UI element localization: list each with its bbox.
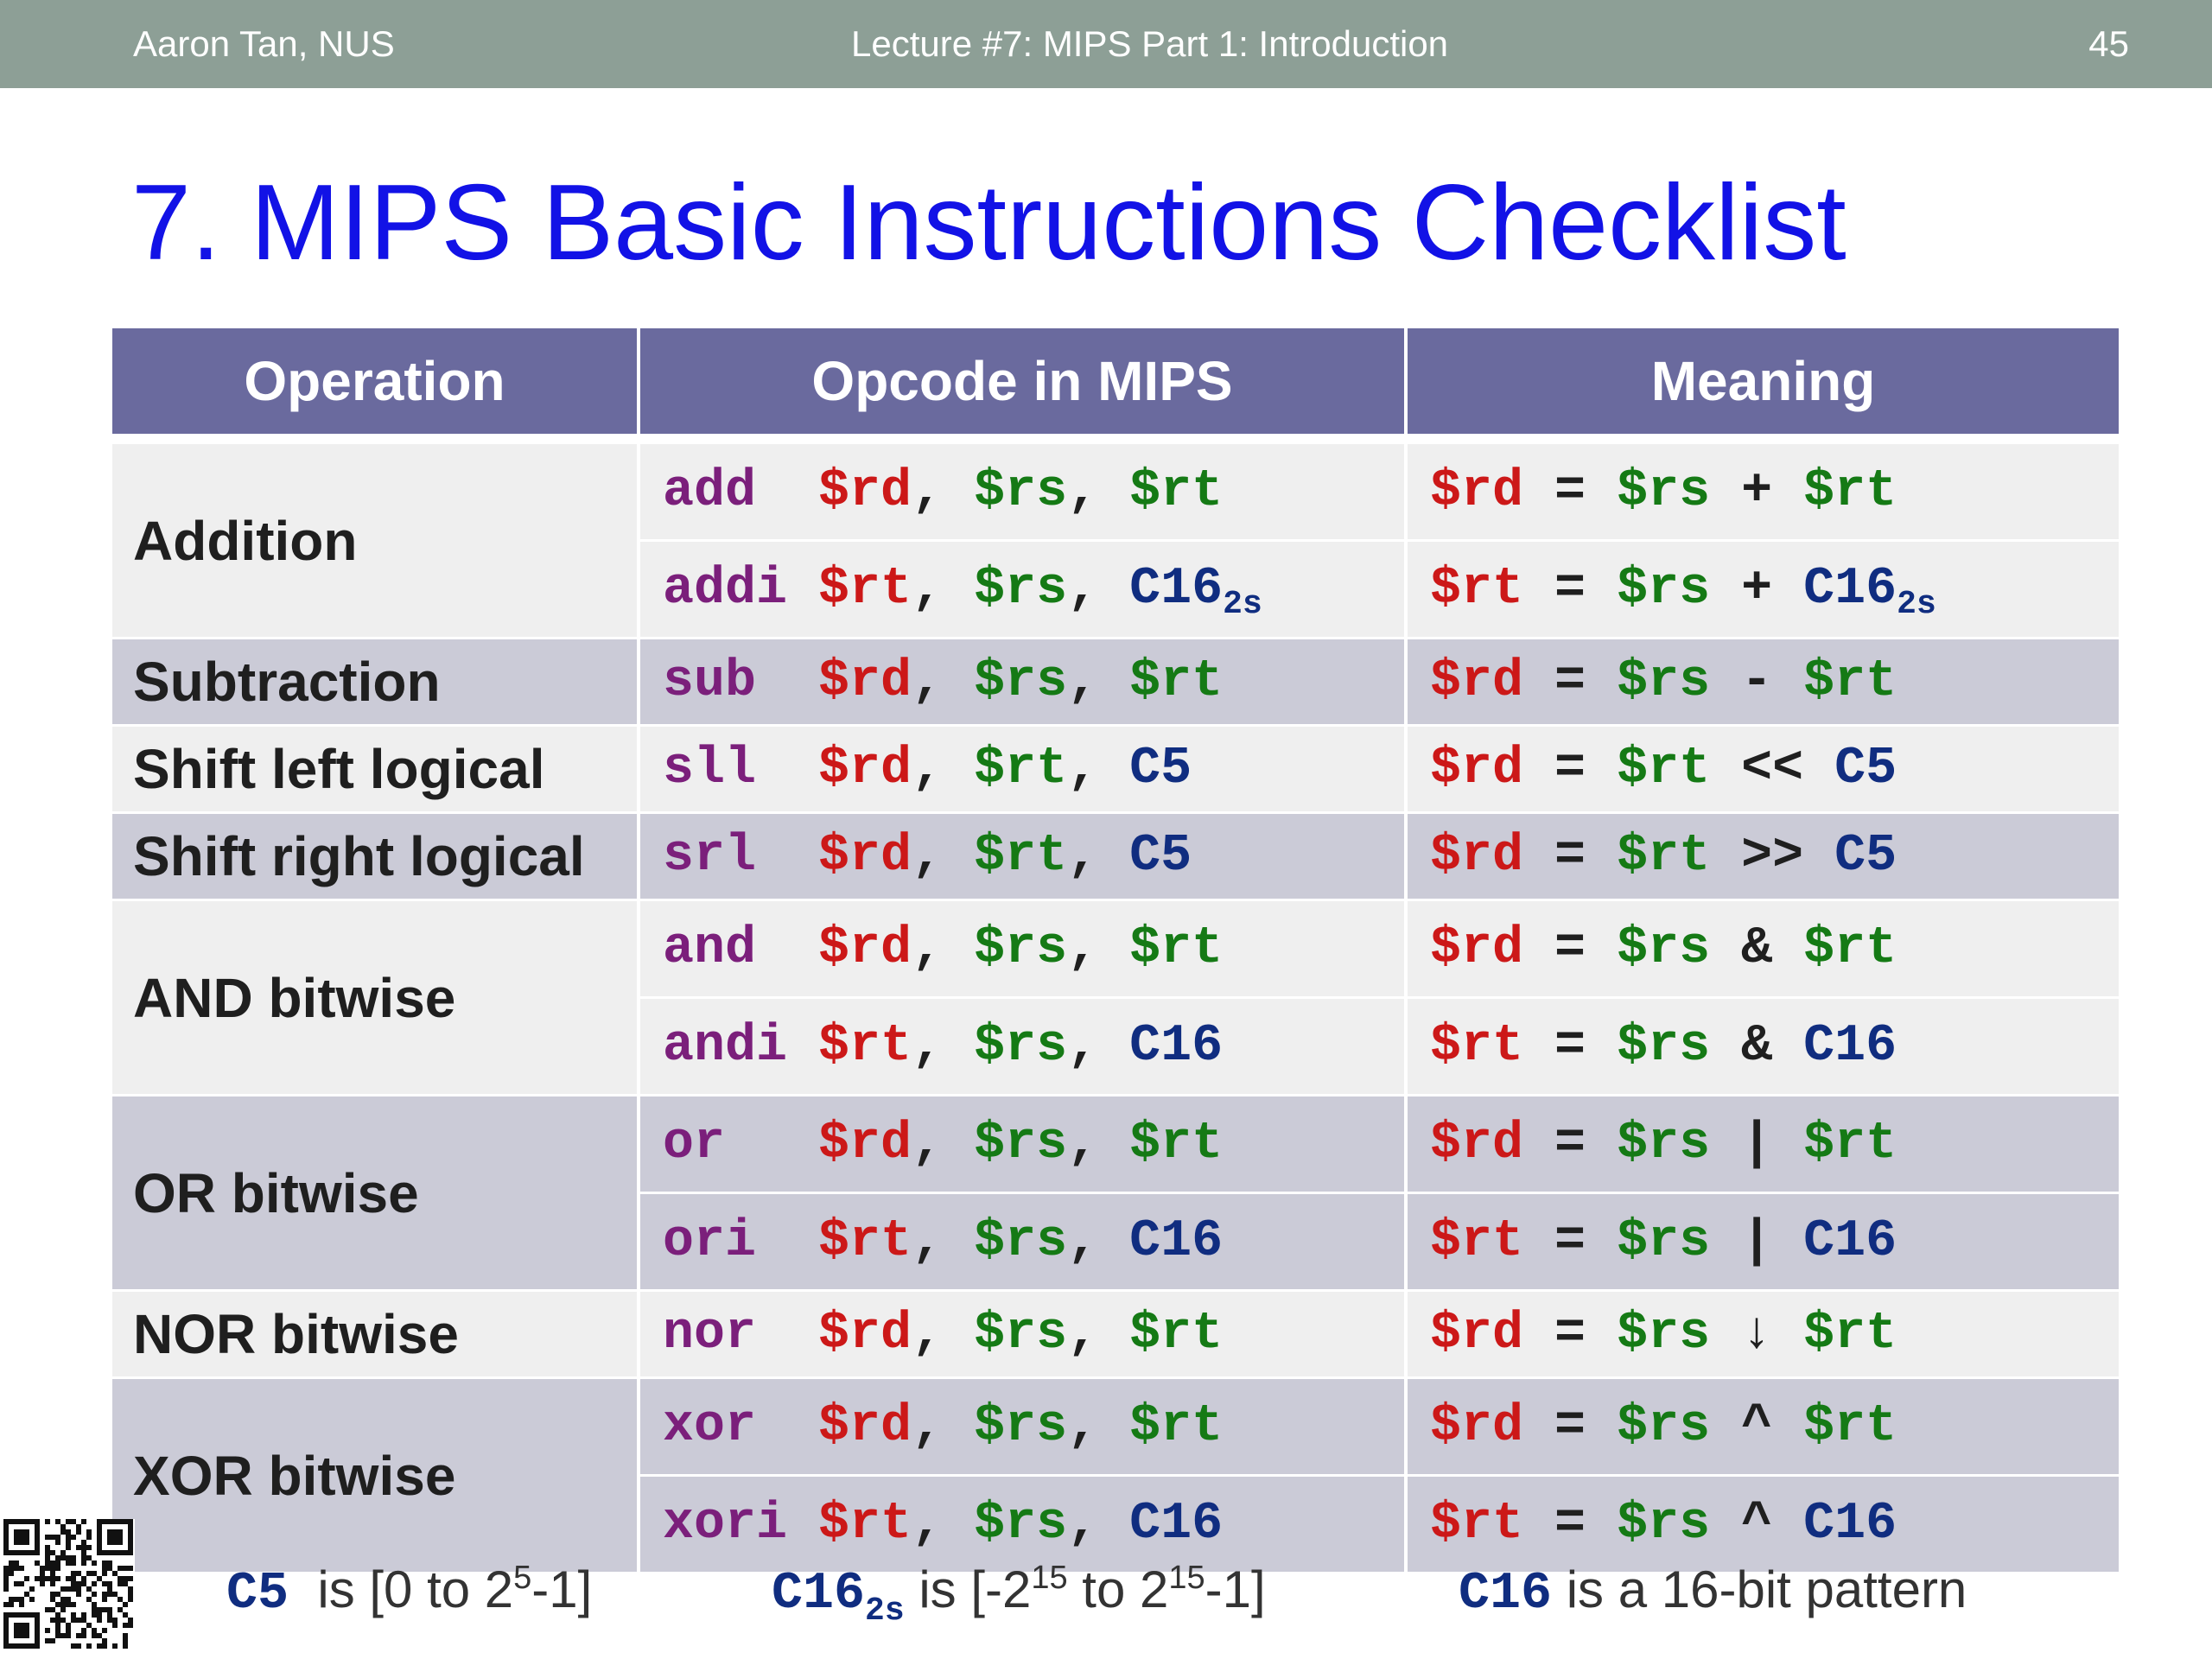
meaning-lhs: $rd (1430, 652, 1524, 711)
qr-module (76, 1529, 81, 1535)
meaning-equals: = (1523, 1212, 1618, 1271)
qr-module (102, 1571, 107, 1576)
opcode-operand-2: $rs (974, 652, 1068, 711)
qr-module (81, 1560, 86, 1566)
opcode-mnemonic: and (663, 919, 757, 978)
meaning-operator: + (1741, 462, 1773, 521)
opcode-operand-3: C5 (1129, 740, 1192, 798)
opcode-operand-3: C16 (1129, 560, 1224, 619)
meaning-operator: & (1741, 1017, 1773, 1076)
qr-module (128, 1597, 133, 1602)
opcode-comma: , (912, 740, 975, 798)
opcode-mnemonic: add (663, 462, 757, 521)
meaning-operand-2: C16 (1803, 1212, 1897, 1271)
qr-module (86, 1545, 92, 1550)
meaning-operand-2: C16 (1803, 1495, 1897, 1554)
opcode-cell (639, 813, 1406, 900)
meaning-cell (1406, 439, 2119, 541)
table-row (112, 726, 2119, 813)
qr-module (14, 1623, 29, 1638)
opcode-spacer (756, 827, 818, 886)
meaning-space (1772, 1305, 1803, 1363)
opcode-cell (639, 639, 1406, 726)
opcode-operand-3: C16 (1129, 1017, 1224, 1076)
opcode-spacer (787, 560, 818, 619)
qr-module (71, 1602, 76, 1607)
qr-module (102, 1643, 107, 1649)
opcode-comma: , (912, 1305, 975, 1363)
opcode-comma: , (1067, 1495, 1130, 1554)
meaning-space (1710, 462, 1741, 521)
column-header-opcode: Opcode in MIPS (639, 328, 1406, 439)
meaning-lhs: $rd (1430, 1397, 1524, 1456)
table-row (112, 439, 2119, 541)
meaning-lhs: $rd (1430, 1305, 1524, 1363)
slide-header-bar (0, 0, 2212, 88)
opcode-comma: , (912, 652, 975, 711)
slide-title: 7. MIPS Basic Instructions Checklist (131, 163, 1847, 283)
opcode-operand-3: C16 (1129, 1212, 1224, 1271)
meaning-operand-1: $rs (1617, 560, 1711, 619)
footnote-c16-term: C16 (1459, 1565, 1553, 1624)
table-header-row (112, 328, 2119, 439)
opcode-spacer (756, 1212, 818, 1271)
footnote-c16-2s-exponent-1: 15 (1031, 1560, 1068, 1596)
opcode-operand-2: $rs (974, 1495, 1068, 1554)
footnote-c5-tail: -1] (531, 1560, 593, 1618)
meaning-space (1710, 1305, 1741, 1363)
qr-module (40, 1581, 45, 1586)
opcode-operand-3: C16 (1129, 1495, 1224, 1554)
opcode-mnemonic: nor (663, 1305, 757, 1363)
qr-module (97, 1618, 102, 1623)
footnote-c16-2s-exponent-2: 15 (1168, 1560, 1205, 1596)
opcode-operand-2: $rt (974, 827, 1068, 886)
opcode-operand-2: $rs (974, 1397, 1068, 1456)
opcode-operand-2: $rs (974, 462, 1068, 521)
meaning-equals: = (1523, 462, 1618, 521)
meaning-operand-1: $rs (1617, 1397, 1711, 1456)
operation-cell: Subtraction (112, 639, 639, 726)
opcode-comma: , (912, 827, 975, 886)
qr-module (19, 1581, 24, 1586)
opcode-spacer (756, 1397, 818, 1456)
meaning-operand-2: C16 (1803, 1017, 1897, 1076)
meaning-cell (1406, 998, 2119, 1096)
opcode-spacer (787, 1017, 818, 1076)
meaning-cell (1406, 639, 2119, 726)
meaning-space (1772, 1115, 1803, 1173)
qr-module (3, 1586, 9, 1592)
table-row (112, 900, 2119, 998)
meaning-operand-2: $rt (1803, 1397, 1897, 1456)
meaning-operator: - (1741, 652, 1773, 711)
opcode-comma: , (1067, 1212, 1130, 1271)
meaning-operand-2-subscript: 2s (1897, 586, 1936, 623)
opcode-spacer (756, 1305, 818, 1363)
meaning-space (1772, 919, 1803, 978)
qr-module (24, 1576, 29, 1581)
opcode-comma: , (912, 1397, 975, 1456)
opcode-spacer (787, 1495, 818, 1554)
opcode-comma: , (912, 1017, 975, 1076)
qr-module (45, 1628, 50, 1633)
opcode-comma: , (912, 1115, 975, 1173)
qr-module (81, 1519, 86, 1524)
opcode-operand-3-subscript: 2s (1223, 586, 1262, 623)
qr-module (92, 1581, 97, 1586)
meaning-lhs: $rd (1430, 462, 1524, 521)
meaning-cell (1406, 900, 2119, 998)
qr-module (128, 1566, 133, 1571)
meaning-space (1803, 740, 1834, 798)
qr-module (71, 1535, 76, 1540)
qr-module (19, 1602, 24, 1607)
meaning-equals: = (1523, 919, 1618, 978)
qr-module (14, 1529, 29, 1545)
meaning-lhs: $rt (1430, 1495, 1524, 1554)
opcode-operand-1: $rt (818, 1017, 912, 1076)
meaning-equals: = (1523, 1495, 1618, 1554)
opcode-comma: , (1067, 827, 1130, 886)
column-header-meaning: Meaning (1406, 328, 2119, 439)
meaning-operand-1: $rs (1617, 652, 1711, 711)
meaning-operator: + (1741, 560, 1773, 619)
opcode-operand-3: $rt (1129, 1305, 1224, 1363)
opcode-operand-3: $rt (1129, 462, 1224, 521)
meaning-operand-1: $rs (1617, 1115, 1711, 1173)
table-row (112, 639, 2119, 726)
meaning-operand-1: $rs (1617, 1017, 1711, 1076)
meaning-operand-2: $rt (1803, 462, 1897, 521)
opcode-operand-3: $rt (1129, 919, 1224, 978)
qr-module (9, 1602, 14, 1607)
opcode-operand-2: $rs (974, 919, 1068, 978)
meaning-lhs: $rt (1430, 1212, 1524, 1271)
qr-module (19, 1566, 24, 1571)
opcode-mnemonic: ori (663, 1212, 757, 1271)
opcode-operand-3: $rt (1129, 1115, 1224, 1173)
opcode-operand-1: $rd (818, 652, 912, 711)
opcode-operand-3: $rt (1129, 1397, 1224, 1456)
column-header-operation: Operation (112, 328, 639, 439)
meaning-space (1710, 1212, 1741, 1271)
meaning-lhs: $rt (1430, 560, 1524, 619)
meaning-equals: = (1523, 827, 1618, 886)
qr-module (76, 1592, 81, 1597)
meaning-space (1710, 1017, 1741, 1076)
meaning-equals: = (1523, 1305, 1618, 1363)
meaning-equals: = (1523, 1397, 1618, 1456)
qr-module (112, 1643, 118, 1649)
meaning-space (1710, 1495, 1741, 1554)
qr-module (71, 1560, 76, 1566)
opcode-operand-1: $rd (818, 740, 912, 798)
meaning-equals: = (1523, 560, 1618, 619)
opcode-comma: , (1067, 1305, 1130, 1363)
opcode-mnemonic: addi (663, 560, 788, 619)
meaning-cell (1406, 1096, 2119, 1193)
qr-module (50, 1638, 55, 1643)
opcode-operand-2: $rt (974, 740, 1068, 798)
opcode-spacer (756, 919, 818, 978)
qr-module (55, 1576, 60, 1581)
qr-module (128, 1623, 133, 1628)
meaning-operand-1: $rs (1617, 1212, 1711, 1271)
meaning-operand-2: C5 (1834, 740, 1897, 798)
header-lecture-title: Lecture #7: MIPS Part 1: Introduction (851, 23, 1449, 64)
opcode-comma: , (1067, 652, 1130, 711)
opcode-operand-1: $rd (818, 919, 912, 978)
meaning-operand-2: C5 (1834, 827, 1897, 886)
meaning-lhs: $rd (1430, 1115, 1524, 1173)
meaning-operator: << (1741, 740, 1804, 798)
meaning-lhs: $rd (1430, 740, 1524, 798)
meaning-cell (1406, 1193, 2119, 1291)
opcode-mnemonic: andi (663, 1017, 788, 1076)
opcode-operand-2: $rs (974, 1212, 1068, 1271)
opcode-comma: , (1067, 919, 1130, 978)
meaning-operator: >> (1741, 827, 1804, 886)
opcode-operand-1: $rd (818, 827, 912, 886)
meaning-lhs: $rd (1430, 827, 1524, 886)
opcode-comma: , (912, 560, 975, 619)
footnote-c5-exponent: 5 (513, 1560, 532, 1596)
meaning-equals: = (1523, 652, 1618, 711)
meaning-lhs: $rd (1430, 919, 1524, 978)
operation-cell: OR bitwise (112, 1096, 639, 1291)
operation-cell: AND bitwise (112, 900, 639, 1096)
table-row (112, 1378, 2119, 1476)
opcode-mnemonic: sub (663, 652, 757, 711)
instructions-table (112, 328, 2119, 1574)
footnote-c16-2s-subscript: 2s (865, 1592, 905, 1630)
qr-module (92, 1592, 97, 1597)
opcode-mnemonic: or (663, 1115, 726, 1173)
qr-module (66, 1545, 71, 1550)
qr-module (86, 1535, 92, 1540)
opcode-mnemonic: xor (663, 1397, 757, 1456)
opcode-mnemonic: srl (663, 827, 757, 886)
meaning-cell (1406, 813, 2119, 900)
meaning-space (1710, 1397, 1741, 1456)
meaning-space (1710, 1115, 1741, 1173)
opcode-comma: , (1067, 740, 1130, 798)
meaning-operator: | (1741, 1115, 1773, 1173)
opcode-cell (639, 726, 1406, 813)
opcode-cell (639, 900, 1406, 998)
qr-module (123, 1602, 128, 1607)
footnote-c16-2s-mid: to 2 (1067, 1560, 1169, 1618)
meaning-equals: = (1523, 740, 1618, 798)
meaning-operand-1: $rs (1617, 462, 1711, 521)
opcode-operand-2: $rs (974, 1115, 1068, 1173)
opcode-operand-3: $rt (1129, 652, 1224, 711)
operation-cell: NOR bitwise (112, 1291, 639, 1378)
qr-module (9, 1571, 14, 1576)
opcode-operand-1: $rd (818, 1397, 912, 1456)
qr-module (66, 1633, 71, 1638)
opcode-operand-1: $rd (818, 462, 912, 521)
operation-cell: Shift right logical (112, 813, 639, 900)
opcode-operand-2: $rs (974, 1305, 1068, 1363)
meaning-operand-1: $rs (1617, 919, 1711, 978)
opcode-comma: , (1067, 1115, 1130, 1173)
opcode-comma: , (912, 1495, 975, 1554)
header-author: Aaron Tan, NUS (133, 23, 395, 64)
meaning-operand-2: $rt (1803, 1115, 1897, 1173)
meaning-operand-1: $rt (1617, 740, 1711, 798)
qr-module (128, 1576, 133, 1581)
meaning-space (1710, 827, 1741, 886)
qr-module (45, 1519, 50, 1524)
meaning-space (1772, 462, 1803, 521)
meaning-operator: ^ (1741, 1397, 1773, 1456)
footnote-c16-2s-tail: -1] (1205, 1560, 1266, 1618)
qr-module (55, 1566, 60, 1571)
meaning-space (1772, 1495, 1803, 1554)
opcode-mnemonic: xori (663, 1495, 788, 1554)
meaning-operator: ↓ (1741, 1305, 1773, 1363)
opcode-comma: , (1067, 1017, 1130, 1076)
qr-module (102, 1628, 107, 1633)
opcode-operand-2: $rs (974, 560, 1068, 619)
opcode-comma: , (1067, 1397, 1130, 1456)
meaning-space (1772, 1212, 1803, 1271)
meaning-space (1772, 1397, 1803, 1456)
opcode-cell (639, 1096, 1406, 1193)
meaning-operand-2: $rt (1803, 652, 1897, 711)
opcode-spacer (756, 462, 818, 521)
opcode-cell (639, 1291, 1406, 1378)
meaning-space (1710, 560, 1741, 619)
qr-code-icon[interactable] (3, 1519, 135, 1650)
meaning-operator: ^ (1741, 1495, 1773, 1554)
opcode-cell (639, 1378, 1406, 1476)
opcode-operand-1: $rd (818, 1305, 912, 1363)
opcode-comma: , (912, 919, 975, 978)
table-row (112, 1291, 2119, 1378)
meaning-operand-2: $rt (1803, 919, 1897, 978)
opcode-comma: , (912, 462, 975, 521)
footnote-c16-2s (772, 1555, 1266, 1630)
footnote-c16-desc: is a 16-bit pattern (1566, 1560, 1967, 1618)
meaning-operand-2: $rt (1803, 1305, 1897, 1363)
opcode-comma: , (1067, 462, 1130, 521)
qr-module (81, 1633, 86, 1638)
meaning-equals: = (1523, 1115, 1618, 1173)
footnote-c5-range: is [0 to 2 (317, 1560, 514, 1618)
meaning-space (1772, 652, 1803, 711)
meaning-space (1772, 560, 1803, 619)
meaning-cell (1406, 1378, 2119, 1476)
qr-module (92, 1560, 97, 1566)
operation-cell: Addition (112, 439, 639, 639)
qr-module (50, 1581, 55, 1586)
opcode-cell (639, 439, 1406, 541)
table-row (112, 1096, 2119, 1193)
opcode-comma: , (1067, 560, 1130, 619)
operation-cell: Shift left logical (112, 726, 639, 813)
meaning-operand-2: C16 (1803, 560, 1897, 619)
meaning-lhs: $rt (1430, 1017, 1524, 1076)
opcode-mnemonic: sll (663, 740, 757, 798)
meaning-space (1710, 919, 1741, 978)
meaning-operand-1: $rt (1617, 827, 1711, 886)
meaning-space (1710, 740, 1741, 798)
footnote-c5 (226, 1555, 592, 1624)
meaning-operand-1: $rs (1617, 1495, 1711, 1554)
opcode-spacer (756, 652, 818, 711)
opcode-cell (639, 541, 1406, 639)
qr-module (123, 1643, 128, 1649)
opcode-operand-3: C5 (1129, 827, 1192, 886)
opcode-operand-1: $rt (818, 1495, 912, 1554)
meaning-space (1772, 1017, 1803, 1076)
meaning-cell (1406, 1291, 2119, 1378)
opcode-operand-1: $rt (818, 560, 912, 619)
header-page-number: 45 (2088, 23, 2129, 64)
opcode-cell (639, 1193, 1406, 1291)
meaning-space (1803, 827, 1834, 886)
qr-module (29, 1597, 35, 1602)
footnote-c16 (1459, 1555, 1967, 1624)
meaning-cell (1406, 541, 2119, 639)
qr-module (112, 1623, 118, 1628)
footnote-c16-2s-term: C16 (772, 1565, 866, 1624)
qr-module (60, 1607, 66, 1612)
qr-module (55, 1540, 60, 1545)
opcode-comma: , (912, 1212, 975, 1271)
meaning-operand-1: $rs (1617, 1305, 1711, 1363)
opcode-operand-1: $rd (818, 1115, 912, 1173)
operation-cell: XOR bitwise (112, 1378, 639, 1573)
opcode-operand-1: $rt (818, 1212, 912, 1271)
opcode-operand-2: $rs (974, 1017, 1068, 1076)
meaning-operator: | (1741, 1212, 1773, 1271)
qr-module (29, 1586, 35, 1592)
opcode-spacer (725, 1115, 818, 1173)
footnote-c16-2s-range: is [-2 (918, 1560, 1032, 1618)
opcode-spacer (756, 740, 818, 798)
meaning-space (1710, 652, 1741, 711)
meaning-operator: & (1741, 919, 1773, 978)
qr-module (107, 1529, 123, 1545)
opcode-cell (639, 998, 1406, 1096)
table-row (112, 813, 2119, 900)
meaning-cell (1406, 726, 2119, 813)
qr-module (76, 1643, 81, 1649)
footnote-c5-term: C5 (226, 1565, 289, 1624)
qr-module (102, 1597, 107, 1602)
meaning-equals: = (1523, 1017, 1618, 1076)
qr-module (86, 1643, 92, 1649)
